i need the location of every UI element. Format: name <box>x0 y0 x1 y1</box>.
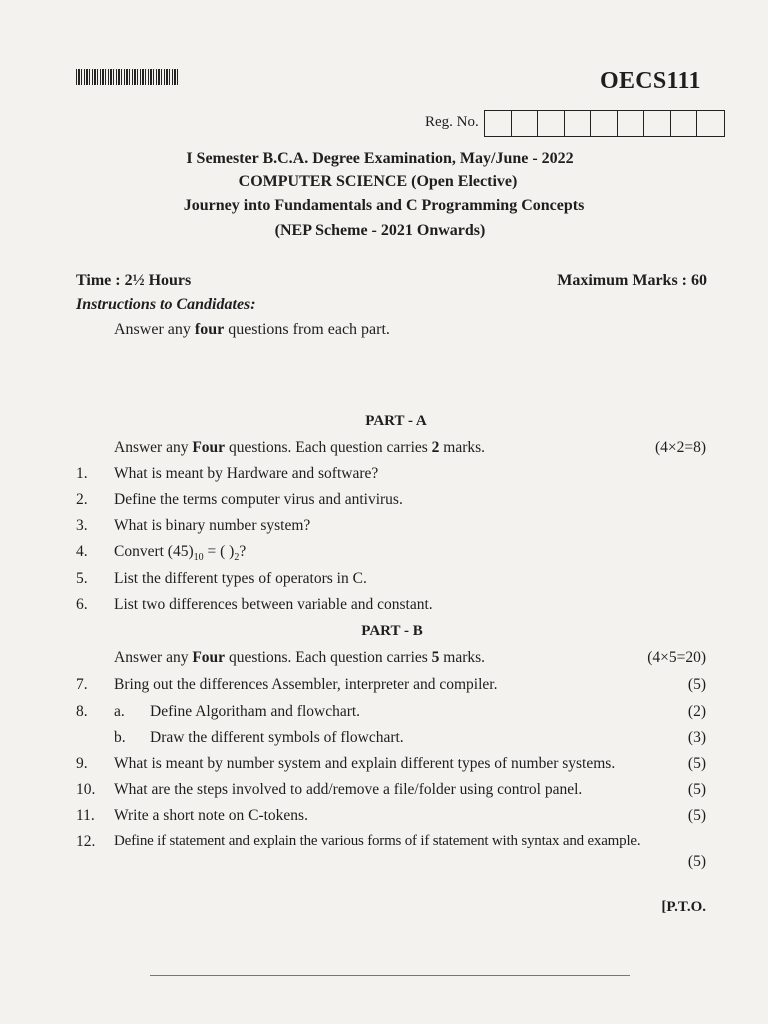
question-text: Write a short note on C-tokens. <box>114 807 308 824</box>
question <box>76 465 706 485</box>
question <box>76 703 706 723</box>
question-marks: (5) <box>687 853 706 870</box>
question-marks: (2) <box>687 703 706 720</box>
part-a-instructions <box>76 439 706 459</box>
reg-box <box>591 111 618 136</box>
question <box>76 517 706 537</box>
reg-box <box>697 111 724 136</box>
part-a-heading: PART - A <box>365 413 427 429</box>
question-text: What is meant by number system and explain different types of number systems. <box>114 755 616 772</box>
question-text: Draw the different symbols of flowchart. <box>150 729 404 746</box>
course-title: Journey into Fundamentals and C Programming Concepts <box>183 197 585 214</box>
part-b-marks: (4×5=20) <box>647 649 706 666</box>
pto-label: [P.T.O. <box>661 899 706 915</box>
question-text: What are the steps involved to add/remove a file/folder using control panel. <box>114 781 583 798</box>
question-number: 2. <box>76 491 88 508</box>
question-number: 9. <box>76 755 88 772</box>
question <box>76 755 706 775</box>
question-number: 3. <box>76 517 88 534</box>
question <box>76 543 706 563</box>
question <box>76 491 706 511</box>
subject-title: COMPUTER SCIENCE (Open Elective) <box>238 173 518 190</box>
part-b-heading: PART - B <box>361 623 423 639</box>
reg-box <box>485 111 512 136</box>
reg-no-label: Reg. No. <box>425 114 479 130</box>
paper-code: OECS111 <box>600 68 701 94</box>
question-marks: (5) <box>687 676 706 693</box>
question-text: Define Algoritham and flowchart. <box>150 703 361 720</box>
question <box>76 833 706 853</box>
reg-box <box>512 111 539 136</box>
max-marks: Maximum Marks : 60 <box>557 272 707 289</box>
reg-box <box>671 111 698 136</box>
question-marks: (5) <box>687 781 706 798</box>
scheme-title: (NEP Scheme - 2021 Onwards) <box>274 222 486 239</box>
reg-box <box>565 111 592 136</box>
question-text: Convert $(45)_{10}$ = ( )$_2$? <box>114 543 247 564</box>
reg-box <box>538 111 565 136</box>
question-number: 8. <box>76 703 88 720</box>
question-number: 1. <box>76 465 88 482</box>
exam-time: Time : 2½ Hours <box>76 272 192 289</box>
question-text: Define the terms computer virus and antivirus. <box>114 491 403 508</box>
question-text: Bring out the differences Assembler, interpreter and compiler. <box>114 676 498 693</box>
question <box>76 570 706 590</box>
question-marks: (5) <box>687 807 706 824</box>
instructions-text: Answer any four questions from each part. <box>114 321 390 338</box>
part-b-instruction-text: Answer any Four questions. Each question carries 5 marks. <box>114 649 486 666</box>
question-number: 11. <box>76 807 95 824</box>
question-text: What is binary number system? <box>114 517 311 534</box>
question-number: 10. <box>76 781 96 798</box>
instructions-heading: Instructions to Candidates: <box>76 296 256 313</box>
question-number: 4. <box>76 543 88 560</box>
reg-box <box>644 111 671 136</box>
question <box>76 807 706 827</box>
part-a-instruction-text: Answer any Four questions. Each question carries 2 marks. <box>114 439 486 456</box>
reg-no-boxes <box>484 110 725 137</box>
question-number: 7. <box>76 676 88 693</box>
question <box>76 596 706 616</box>
reg-box <box>618 111 645 136</box>
sub-question-label: b. <box>114 729 126 746</box>
exam-title: I Semester B.C.A. Degree Examination, May/June - 2022 <box>186 150 574 167</box>
part-a-marks: (4×2=8) <box>654 439 706 456</box>
question-number: 5. <box>76 570 88 587</box>
sub-question-label: a. <box>114 703 125 720</box>
question <box>76 729 706 749</box>
question-number: 12. <box>76 833 96 850</box>
question-text: What is meant by Hardware and software? <box>114 465 379 482</box>
bottom-divider <box>150 975 630 976</box>
question-marks: (5) <box>687 755 706 772</box>
question-marks-row <box>76 853 706 873</box>
part-b-instructions <box>76 649 706 669</box>
question-marks: (3) <box>687 729 706 746</box>
question-text: Define if statement and explain the various forms of if statement with syntax and example. <box>114 833 641 849</box>
question <box>76 781 706 801</box>
question-text: List the different types of operators in C. <box>114 570 367 587</box>
barcode <box>76 69 180 85</box>
question-text: List two differences between variable and constant. <box>114 596 433 613</box>
question <box>76 676 706 696</box>
question-number: 6. <box>76 596 88 613</box>
